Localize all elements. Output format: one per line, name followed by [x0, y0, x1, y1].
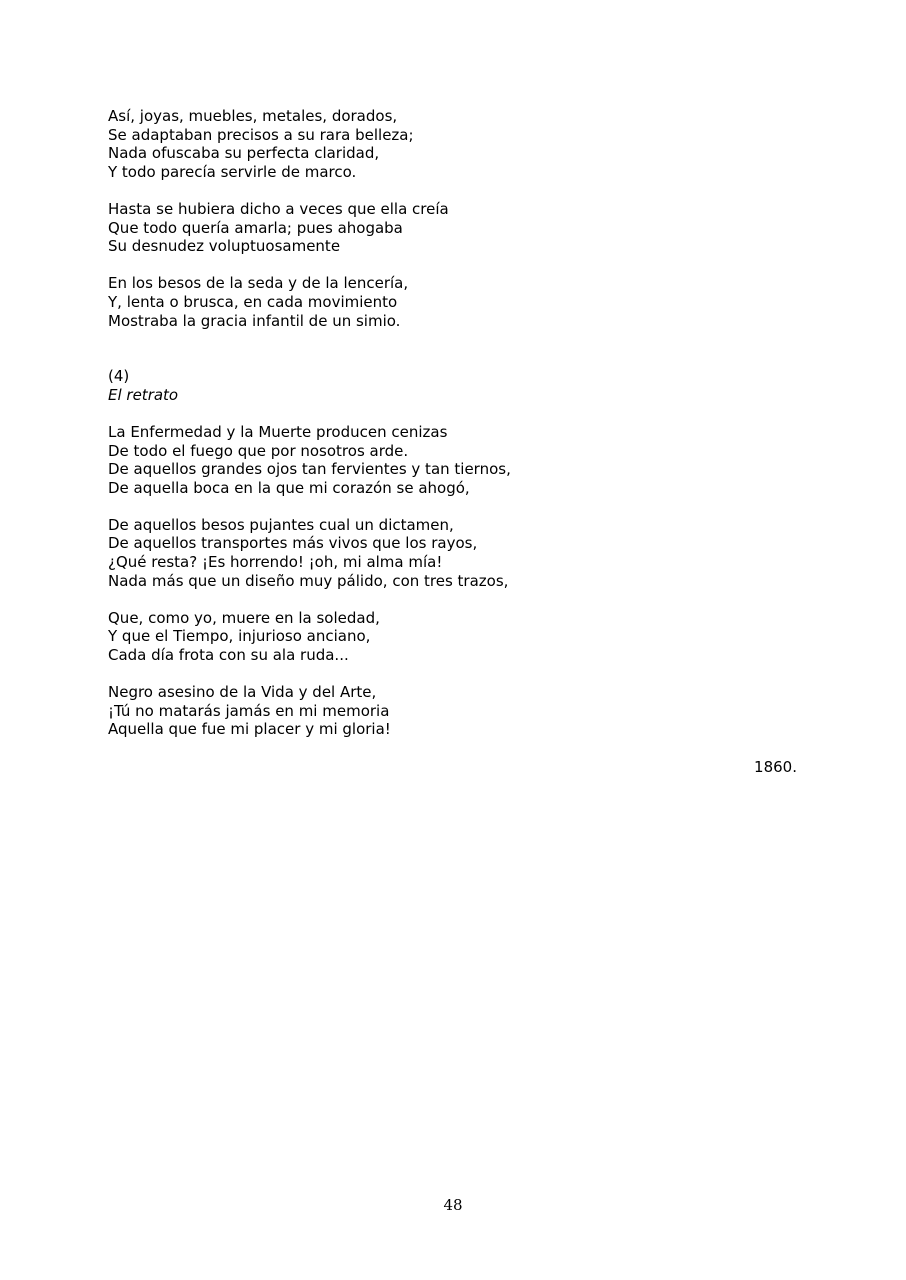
verse-line: De aquellos grandes ojos tan fervientes y tan tiernos,	[108, 460, 511, 479]
poem-title: El retrato	[108, 385, 179, 404]
verse-line: Y todo parecía servirle de marco.	[108, 162, 357, 181]
verse-line: Que, como yo, muere en la soledad,	[108, 608, 380, 627]
verse-line: Mostraba la gracia infantil de un simio.	[108, 311, 401, 330]
verse-line: Negro asesino de la Vida y del Arte,	[108, 683, 377, 702]
verse-line: Su desnudez voluptuosamente	[108, 237, 341, 256]
stanza	[108, 609, 808, 665]
text-body	[108, 107, 808, 776]
stanza	[108, 107, 808, 181]
poem-date: 1860.	[754, 757, 797, 776]
verse-line: De aquellos besos pujantes cual un dictamen,	[108, 515, 454, 534]
verse-line: Aquella que fue mi placer y mi gloria!	[108, 720, 391, 739]
verse-line: De todo el fuego que por nosotros arde.	[108, 441, 409, 460]
verse-line: La Enfermedad y la Muerte producen cenizas	[108, 422, 448, 441]
poem-number: (4)	[108, 367, 130, 386]
verse-line: Se adaptaban precisos a su rara belleza;	[108, 125, 414, 144]
verse-line: En los besos de la seda y de la lencería,	[108, 274, 409, 293]
stanza	[108, 200, 808, 256]
page-number: 48	[443, 1196, 463, 1214]
verse-line: Cada día frota con su ala ruda...	[108, 646, 349, 665]
verse-line: De aquellos transportes más vivos que los rayos,	[108, 534, 478, 553]
verse-line: ¿Qué resta? ¡Es horrendo! ¡oh, mi alma mía!	[108, 553, 443, 572]
verse-line: Y que el Tiempo, injurioso anciano,	[108, 627, 371, 646]
verse-line: Así, joyas, muebles, metales, dorados,	[108, 107, 398, 125]
verse-line: ¡Tú no matarás jamás en mi memoria	[108, 701, 390, 720]
verse-line: Que todo quería amarla; pues ahogaba	[108, 218, 403, 237]
verse-line: Nada más que un diseño muy pálido, con tres trazos,	[108, 571, 509, 590]
stanza	[108, 516, 808, 590]
stanza	[108, 274, 808, 330]
verse-line: Hasta se hubiera dicho a veces que ella creía	[108, 199, 449, 218]
stanza	[108, 423, 808, 497]
verse-line: Nada ofuscaba su perfecta claridad,	[108, 144, 380, 163]
verse-line: De aquella boca en la que mi corazón se ahogó,	[108, 478, 470, 497]
verse-line: Y, lenta o brusca, en cada movimiento	[108, 292, 398, 311]
stanza	[108, 683, 808, 739]
